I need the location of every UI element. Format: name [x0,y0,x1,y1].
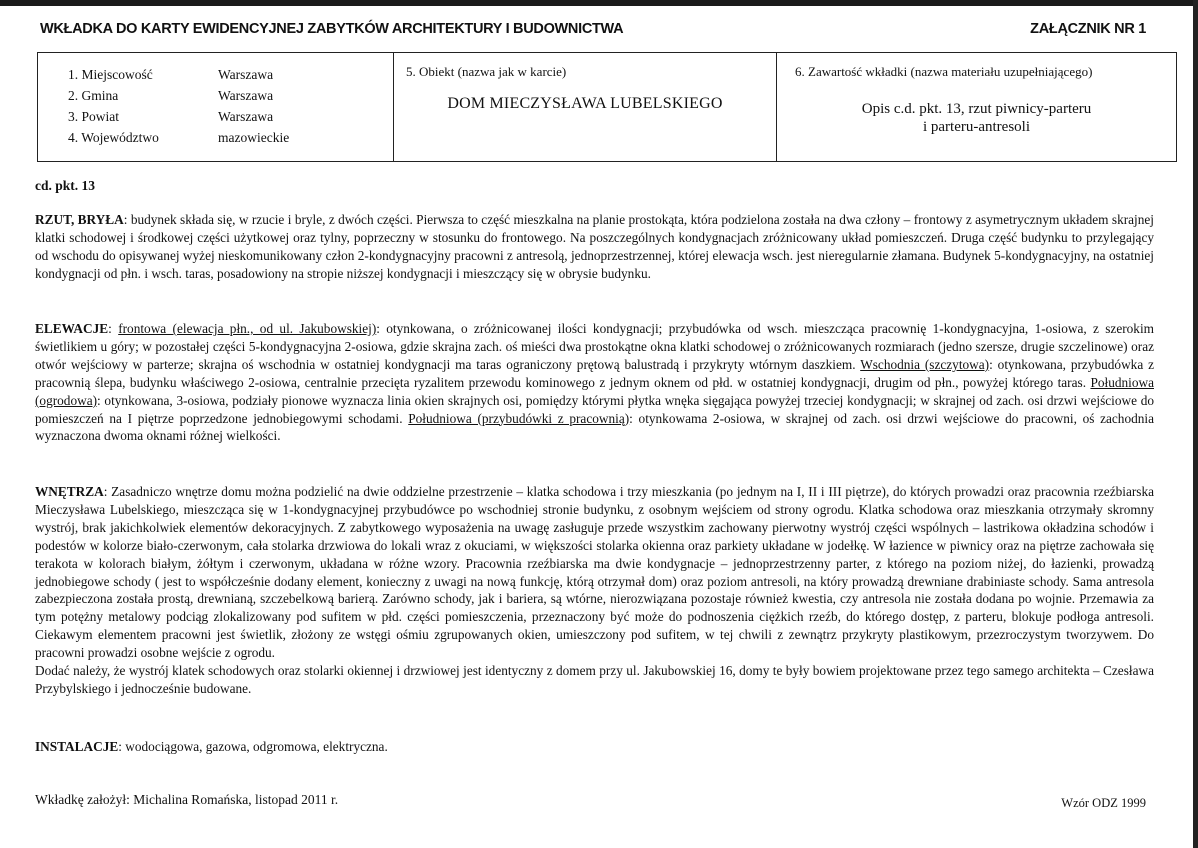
section-instalacje [35,738,1154,756]
section-text: : otynkowana, o zróżnicowanej ilości kondygnacji; przybudówka od wsch. mieszcząca pracownię 1-kondygnacyjna, 1-osiowa, z szerokim świetlikiem u góry; w pozostałej części 5-kondygnacyjna 2-osiowa, gdzie skrajna zach. oś mieści dwa prostokątne okna klatki schodowej o zróżnicowanych rozmiarach (jedno szersze, drugie szczelinowe) oraz otwór wejściowy w parterze; skrajna oś wschodnia w ostatniej kondygnacji ma taras ograniczony prętową balustradą i przykryty wtórnym daszkiem. [35,321,1154,372]
elevation-name: frontowa (elewacja płn., od ul. Jakubowskiej) [118,321,377,336]
contents-value [777,100,1176,136]
location-value: Warszawa [218,88,274,103]
section-text: : otynkowama 2-osiowa, w skrajnej od zach. osi drzwi wejściowe do pracowni, oś zachodnia wyznaczona dwoma oknami różnej wielkości. [35,410,1154,444]
location-row [68,130,289,146]
elevation-name: Południowa (przybudówki z pracownią) [408,410,630,426]
location-cell [38,53,394,161]
section-text: : otynkowana, 3-osiowa, podziały pionowe wyznacza linia okien skrajnych osi, pomiędzy którymi płytka wnęka sięgająca powyżej trzeciej kondygnacji; w skrajnej od zach. osi drzwi wejściowe do pomieszczeń na I piętrze poprzedzone jednobiegowymi schodami. [35,392,1154,426]
section-text: Dodać należy, że wystrój klatek schodowych oraz stolarki okiennej i drzwiowej jest identyczny z domem przy ul. Jakubowskiej 16, domy te były bowiem projektowane przez tego samego architekta – Czesława Przybylskiego i jednocześnie budowane. [35,663,1154,696]
location-label: 3. Powiat [68,109,120,124]
section-heading: INSTALACJE [35,739,119,754]
section-text: : budynek składa się, w rzucie i bryle, z dwóch części. Pierwsza to część mieszkalna na planie prostokąta, która podzielona została na dwa człony – frontowy z asymetrycznym układem skrajnej klatki schodowej i środkowej części użytkowej oraz tylny, poprzeczny w stosunku do frontowego. Na poszczególnych kondygnacjach zróżnicowany układ pomieszczeń. Druga część budynku to przylegający od wschodu do opisywanej wyżej nieskomunikowany człon 2-kondygnacyjny pracowni z antresolą, jednoprzestrzennej, której elewacja wsch. jest nieregularnie złamana. Budynek 5-kondygnacyjny, na ostatniej kondygnacji od płn. i wsch. taras, posadowiony na stropie niższej kondygnacji i mieszczący się w obrysie budynku. [35,212,1154,281]
continuation-label: cd. pkt. 13 [35,178,96,193]
section-text: : otynkowana, przybudówka z pracownią ślepa, budynku właściwego 2-osiowa, centralnie przecięta ryzalitem przewodu kominowego z jednym oknem od płd. w ostatniej kondygnacji, drugim od płn., powyżej którego taras. [35,356,1154,390]
author-note: Wkładkę założył: Michalina Romańska, listopad 2011 r. [35,792,339,807]
section-heading: RZUT, BRYŁA [35,212,124,227]
scan-top-edge [0,0,1198,6]
contents-cell [777,53,1176,161]
section-text: : Zasadniczo wnętrze domu można podzielić na dwie oddzielne przestrzenie – klatka schodowa i trzy mieszkania (po jednym na I, II i III piętrze), do których prowadzi oraz pracownia rzeźbiarska Mieczysława Lubelskiego, mieszcząca się w 1-kondygnacyjnej przybudówce po wschodniej stronie budynku, z osobnym wejściem od strony ogrodu. Klatka schodowa oraz mieszkania otrzymały skromny wystrój, brak jakichkolwiek elementów dekoracyjnych. Z zabytkowego wyposażenia na uwagę zasługuje przede wszystkim zachowany pierwotny wystrój części wspólnych – lastrikowa okładzina schodów i podestów w kolorze biało-czerwonym, cała stolarka drzwiowa do lokali wraz z okuciami, w większości stolarka okienna oraz parkiety układane w jodełkę. W łazience w piwnicy oraz na piętrze zachowała się terakota w kolorach białym, żółtym i czerwonym, układana w różne wzory. Pracownia rzeźbiarska ma dwie kondygnacje – jednoprzestrzenny parter, z którego na poziom niżej, do łazienki, prowadzą jednobiegowe schody ( jest to współcześnie dodany element, konieczny z uwagi na nową funkcję, którą otrzymał dom) oraz poziom antresoli, na który prowadzą drewniane drabiniaste schody. Sama antresola zabezpieczona została prostą, drewnianą, szczebelkową barierą. Zarówno schody, jak i bariera, są wtórne, nierozwiązana pozostaje również kwestia, czy antresola nie została dodana po wojnie. Przemawia za tym potężny metalowy podciąg zlokalizowany pod sufitem w płd. części pomieszczenia, przeznaczony być może do podnoszenia ciężkich rzeźb, do którego dostęp, z parteru, blokuje podłoga antresoli. Ciekawym elementem pracowni jest świetlik, złożony ze wstęgi ośmiu zgrupowanych okien, umieszczony pod sufitem, w tej chwili z zewnątrz przykryty plastikowym, przezroczystym tworzywem. Do pracowni prowadzi osobne wejście z ogrodu. [35,484,1154,661]
contents-line: i parteru-antresoli [922,119,1031,135]
object-label: 5. Obiekt (nazwa jak w karcie) [406,64,567,79]
elevation-name: Południowa (ogrodowa) [35,374,1154,408]
document-title: WKŁADKA DO KARTY EWIDENCYJNEJ ZABYTKÓW ARCHITEKTURY I BUDOWNICTWA [40,21,624,37]
location-value: Warszawa [218,109,274,124]
contents-line: Opis c.d. pkt. 13, rzut piwnicy-parteru [861,101,1092,117]
location-value: Warszawa [218,67,274,82]
location-label: 4. Województwo [68,130,159,145]
scan-right-edge [1193,0,1198,848]
location-label: 1. Miejscowość [68,67,153,82]
contents-label: 6. Zawartość wkładki (nazwa materiału uzupełniającego) [795,64,1093,79]
section-rzut [35,211,1154,283]
section-separator: : [108,321,119,336]
section-wnetrza [35,483,1154,698]
location-row [68,88,273,104]
section-elewacje [35,320,1154,445]
object-cell [394,53,777,161]
elevation-name: Wschodnia (szczytowa) [860,356,990,372]
form-version: Wzór ODZ 1999 [1061,796,1146,810]
header-table [37,52,1177,162]
location-row [68,109,273,125]
section-heading: ELEWACJE [35,321,109,336]
location-label: 2. Gmina [68,88,119,103]
annex-label: ZAŁĄCZNIK NR 1 [1030,21,1146,37]
section-heading: WNĘTRZA [35,484,104,499]
section-text: : wodociągowa, gazowa, odgromowa, elektryczna. [118,739,388,754]
location-row [68,67,273,83]
object-value: DOM MIECZYSŁAWA LUBELSKIEGO [447,95,723,112]
location-value: mazowieckie [218,130,290,145]
